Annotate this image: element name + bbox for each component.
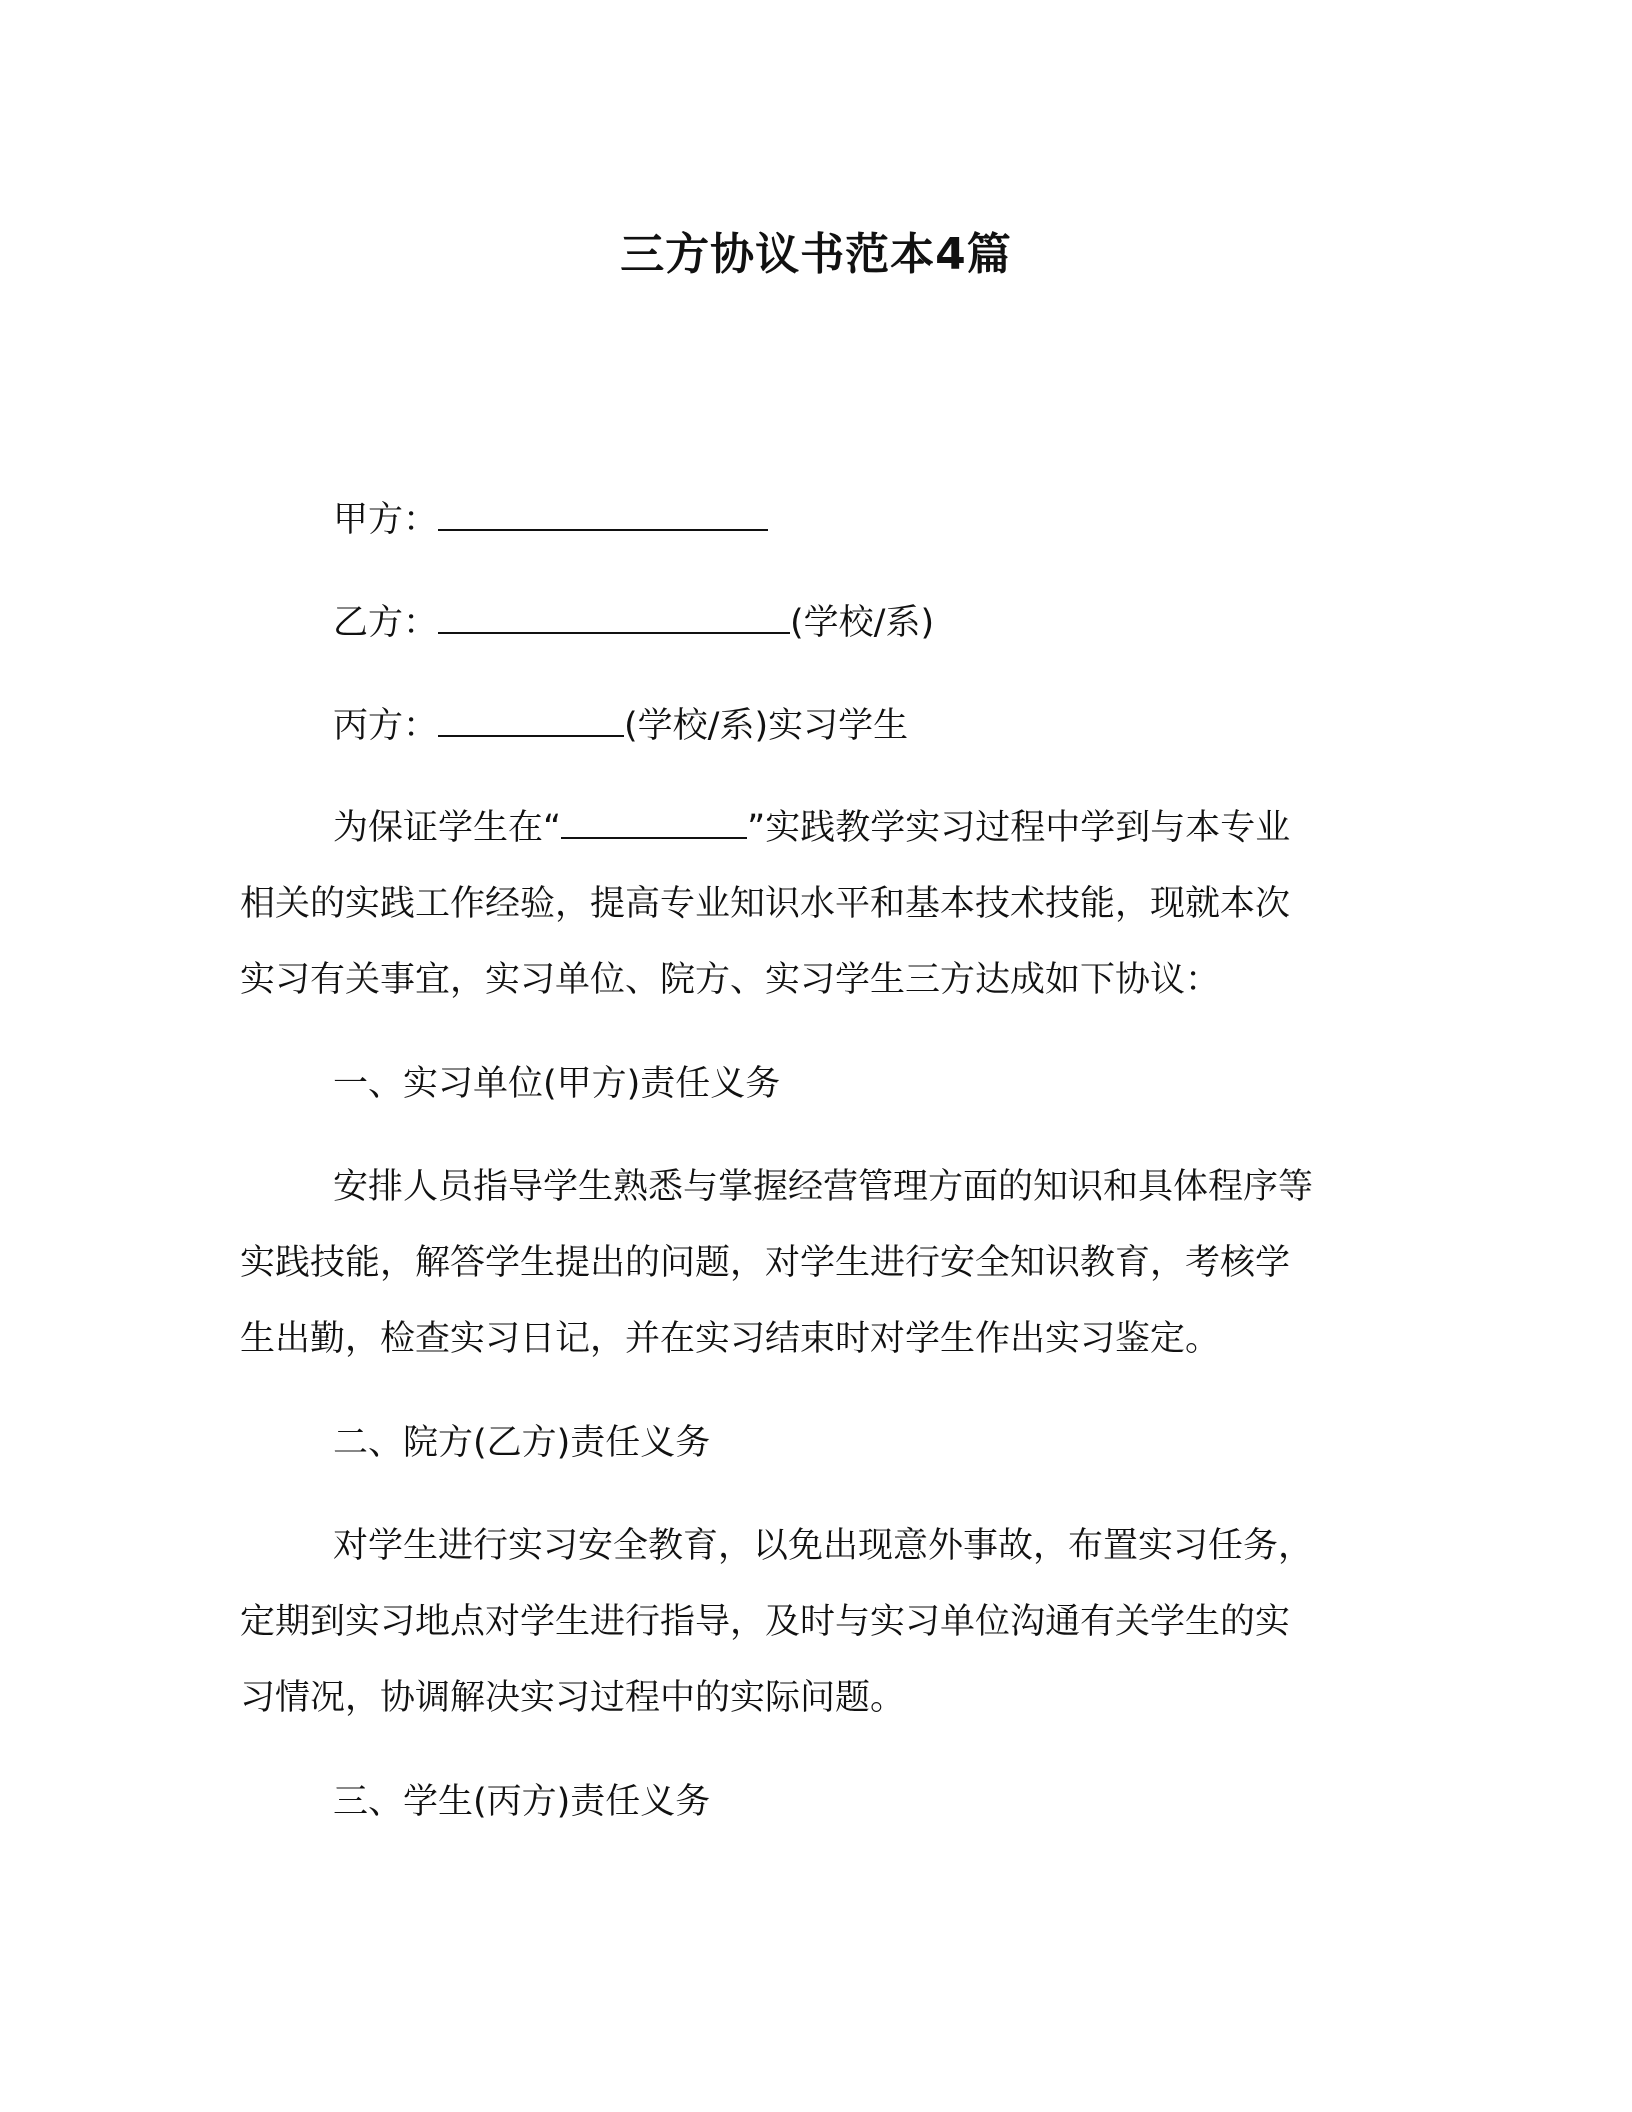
party-b-label: 乙方： xyxy=(333,603,439,643)
section-2-line-1: 对学生进行实习安全教育，以免出现意外事故，布置实习任务， xyxy=(333,1526,1314,1566)
party-b-blank xyxy=(438,598,790,634)
party-b-suffix: (学校/系) xyxy=(790,603,935,643)
intro-blank xyxy=(561,803,747,839)
section-1-line-3: 生出勤，检查实习日记，并在实习结束时对学生作出实习鉴定。 xyxy=(240,1319,1221,1359)
intro-line-1-prefix: 为保证学生在“ xyxy=(333,808,562,848)
party-c-blank xyxy=(438,701,624,737)
section-3-heading: 三、学生(丙方)责任义务 xyxy=(333,1782,711,1822)
section-2-line-3: 习情况，协调解决实习过程中的实际问题。 xyxy=(240,1678,906,1718)
party-c-label: 丙方： xyxy=(333,706,439,746)
party-c-suffix: (学校/系)实习学生 xyxy=(624,706,909,746)
party-a-line xyxy=(333,495,768,545)
intro-line-1-suffix: ”实践教学实习过程中学到与本专业 xyxy=(747,808,1291,848)
section-2-line-2: 定期到实习地点对学生进行指导，及时与实习单位沟通有关学生的实 xyxy=(240,1602,1291,1642)
section-2-heading: 二、院方(乙方)责任义务 xyxy=(333,1423,711,1463)
section-1-line-2: 实践技能，解答学生提出的问题，对学生进行安全知识教育，考核学 xyxy=(240,1243,1291,1283)
document-title: 三方协议书范本4篇 xyxy=(620,229,1012,280)
party-b-line xyxy=(333,598,934,648)
section-1-line-1: 安排人员指导学生熟悉与掌握经营管理方面的知识和具体程序等 xyxy=(333,1167,1314,1207)
intro-line-2: 相关的实践工作经验，提高专业知识水平和基本技术技能，现就本次 xyxy=(240,884,1291,924)
section-1-heading: 一、实习单位(甲方)责任义务 xyxy=(333,1064,781,1104)
party-a-blank xyxy=(438,495,768,531)
party-c-line xyxy=(333,701,908,751)
intro-line-1 xyxy=(333,803,1290,853)
party-a-label: 甲方： xyxy=(333,500,439,540)
intro-line-3: 实习有关事宜，实习单位、院方、实习学生三方达成如下协议： xyxy=(240,960,1221,1000)
